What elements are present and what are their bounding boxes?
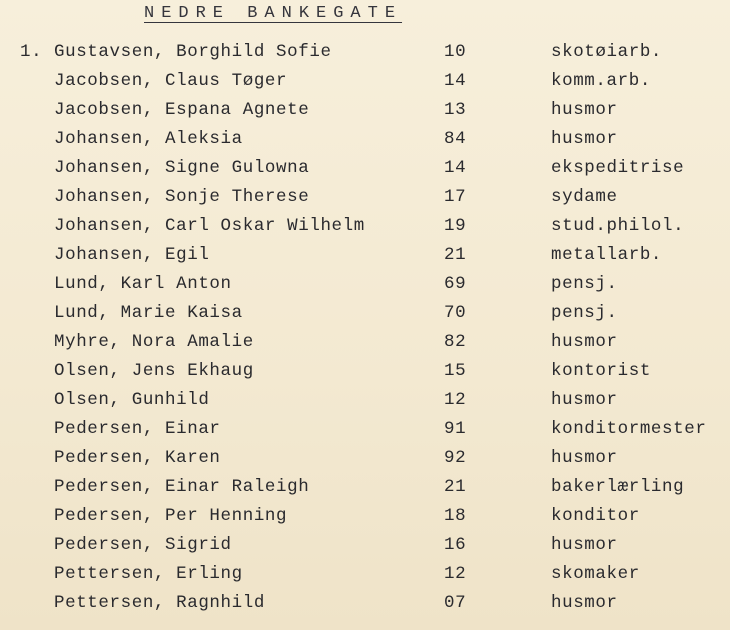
table-row — [0, 564, 730, 593]
entry-name: Pedersen, Sigrid — [54, 535, 232, 555]
entry-age: 21 — [444, 245, 467, 265]
entry-name: Lund, Karl Anton — [54, 274, 232, 294]
table-row — [0, 100, 730, 129]
entry-occupation: husmor — [551, 448, 618, 468]
entry-occupation: husmor — [551, 390, 618, 410]
table-row — [0, 448, 730, 477]
entry-name: Johansen, Signe Gulowna — [54, 158, 310, 178]
entry-age: 07 — [444, 593, 467, 613]
entry-name: Jacobsen, Espana Agnete — [54, 100, 310, 120]
entry-occupation: husmor — [551, 129, 618, 149]
table-row — [0, 129, 730, 158]
entry-name: Jacobsen, Claus Tøger — [54, 71, 288, 91]
entry-name: Pettersen, Ragnhild — [54, 593, 265, 613]
entry-age: 92 — [444, 448, 467, 468]
table-row — [0, 390, 730, 419]
entry-name: Lund, Marie Kaisa — [54, 303, 243, 323]
entry-occupation: husmor — [551, 332, 618, 352]
entry-occupation: sydame — [551, 187, 618, 207]
entry-age: 10 — [444, 42, 467, 62]
table-row — [0, 274, 730, 303]
table-row — [0, 419, 730, 448]
table-row — [0, 361, 730, 390]
entry-age: 14 — [444, 71, 467, 91]
entry-age: 19 — [444, 216, 467, 236]
table-row — [0, 158, 730, 187]
table-row — [0, 332, 730, 361]
table-row — [0, 535, 730, 564]
entry-age: 16 — [444, 535, 467, 555]
entry-age: 91 — [444, 419, 467, 439]
entry-age: 12 — [444, 564, 467, 584]
table-row — [0, 593, 730, 622]
entry-name: Johansen, Aleksia — [54, 129, 243, 149]
entry-age: 12 — [444, 390, 467, 410]
entry-occupation: husmor — [551, 535, 618, 555]
row-number: 1. — [20, 42, 43, 62]
table-row — [0, 477, 730, 506]
entry-age: 84 — [444, 129, 467, 149]
entry-occupation: pensj. — [551, 303, 618, 323]
table-row — [0, 187, 730, 216]
table-row — [0, 216, 730, 245]
entry-age: 15 — [444, 361, 467, 381]
table-row — [0, 506, 730, 535]
table-row — [0, 71, 730, 100]
entry-name: Pettersen, Erling — [54, 564, 243, 584]
entry-age: 13 — [444, 100, 467, 120]
entry-name: Pedersen, Karen — [54, 448, 221, 468]
entry-occupation: bakerlærling — [551, 477, 685, 497]
entry-occupation: pensj. — [551, 274, 618, 294]
entry-name: Pedersen, Einar — [54, 419, 221, 439]
entry-name: Johansen, Sonje Therese — [54, 187, 310, 207]
entry-occupation: husmor — [551, 100, 618, 120]
entry-name: Johansen, Carl Oskar Wilhelm — [54, 216, 365, 236]
table-row — [0, 42, 730, 71]
table-row — [0, 245, 730, 274]
entry-age: 17 — [444, 187, 467, 207]
entry-occupation: komm.arb. — [551, 71, 651, 91]
entry-age: 82 — [444, 332, 467, 352]
entry-age: 70 — [444, 303, 467, 323]
entry-occupation: skomaker — [551, 564, 640, 584]
entry-occupation: husmor — [551, 593, 618, 613]
entry-age: 14 — [444, 158, 467, 178]
entry-occupation: stud.philol. — [551, 216, 685, 236]
entry-name: Pedersen, Einar Raleigh — [54, 477, 310, 497]
table-row — [0, 303, 730, 332]
entry-occupation: metallarb. — [551, 245, 663, 265]
entry-occupation: ekspeditrise — [551, 158, 685, 178]
entry-age: 21 — [444, 477, 467, 497]
page-title: NEDRE BANKEGATE — [144, 4, 403, 23]
entry-name: Myhre, Nora Amalie — [54, 332, 254, 352]
entry-name: Pedersen, Per Henning — [54, 506, 288, 526]
entry-age: 18 — [444, 506, 467, 526]
entry-name: Olsen, Gunhild — [54, 390, 210, 410]
entry-occupation: konditormester — [551, 419, 707, 439]
entry-occupation: skotøiarb. — [551, 42, 663, 62]
entry-name: Johansen, Egil — [54, 245, 210, 265]
entry-occupation: kontorist — [551, 361, 651, 381]
entry-name: Gustavsen, Borghild Sofie — [54, 42, 332, 62]
entry-age: 69 — [444, 274, 467, 294]
entry-name: Olsen, Jens Ekhaug — [54, 361, 254, 381]
entry-occupation: konditor — [551, 506, 640, 526]
